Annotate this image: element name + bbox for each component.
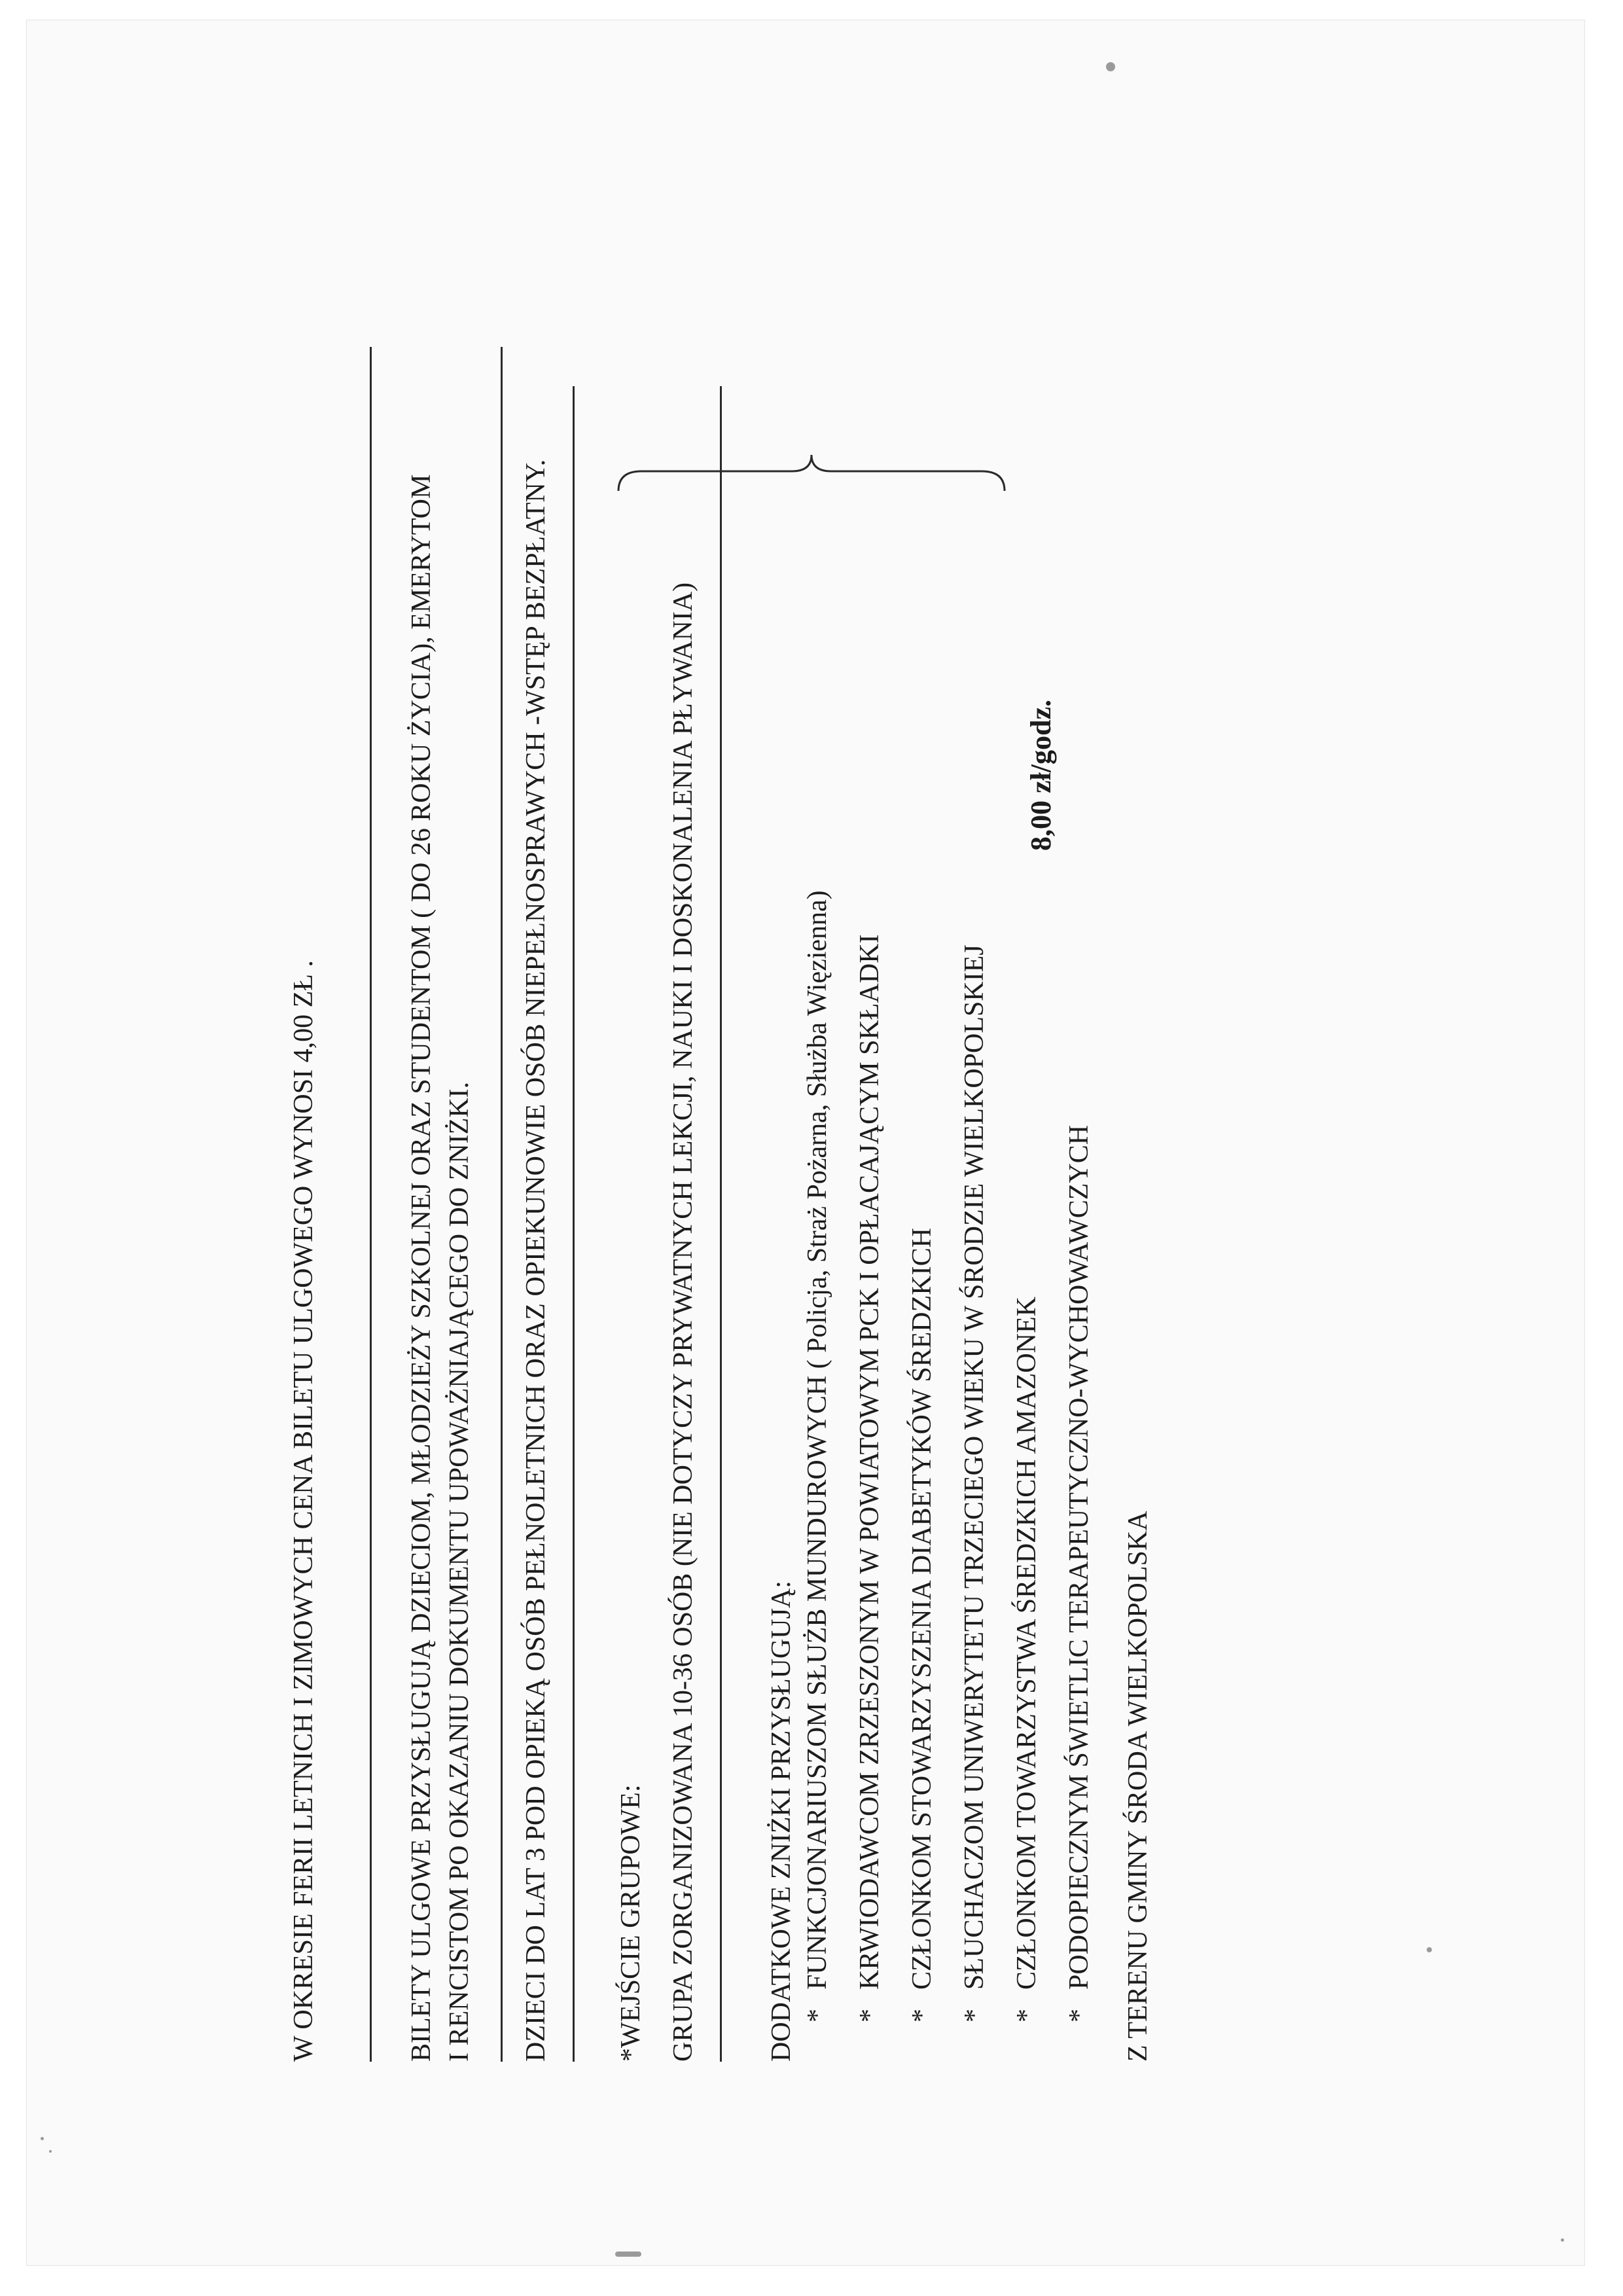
divider-2 — [501, 347, 503, 2062]
divider-1 — [370, 347, 372, 2062]
free-entry-notice: DZIECI DO LAT 3 POD OPIEKĄ OSÓB PEŁNOLETNICH ORAZ OPIEKUNOWIE OSÓB NIEPEŁNOSPRAWYCH -WSTĘP BEZPŁATNY. — [521, 459, 551, 2062]
divider-3 — [573, 386, 575, 2062]
discount-eligibility-line-1: BILETY ULGOWE PRZYSŁUGUJĄ DZIECIOM, MŁODZIEŻY SZKOLNEJ ORAZ STUDENTOM ( DO 26 ROKU ŻYCIA), EMERYTOM — [406, 474, 437, 2062]
bullet-star: * — [959, 2009, 990, 2022]
group-entry-heading: *WEJŚCIE GRUPOWE: — [616, 1784, 646, 2062]
extra-discount-item — [854, 934, 885, 2022]
extra-discount-price: 8,00 zł/godz. — [1025, 700, 1057, 851]
extra-discount-item — [906, 1228, 938, 2022]
rotated-document-content — [249, 131, 1178, 2062]
extra-discount-text: FUNKCJONARIUSZOM SŁUŻB MUNDUROWYCH ( Policja, Straż Pożarna, Służba Więzienna) — [802, 890, 832, 1990]
extra-discount-text: CZŁONKOM TOWARZYSTWA ŚREDZKICH AMAZONEK — [1012, 1297, 1042, 1990]
extra-discounts-footer: Z TERENU GMINY ŚRODA WIELKOPOLSKA — [1123, 1511, 1153, 2062]
extra-discount-item — [1063, 1125, 1095, 2022]
scan-speck — [1427, 1947, 1432, 1952]
extra-discount-item — [1011, 1297, 1043, 2022]
bullet-star: * — [1012, 2009, 1042, 2022]
bullet-star: * — [1064, 2009, 1094, 2022]
scan-speck — [41, 2137, 44, 2140]
scan-speck — [1561, 2238, 1564, 2242]
curly-brace — [615, 452, 1008, 497]
scan-speck — [615, 2251, 641, 2257]
extra-discount-item — [959, 944, 990, 2022]
discount-eligibility-line-2: I RENCISTOM PO OKAZANIU DOKUMENTU UPOWAŻNIAJĄCEGO DO ZNIŻKI. — [444, 1081, 474, 2062]
extra-discounts-heading: DODATKOWE ZNIŻKI PRZYSŁUGUJĄ: — [766, 1581, 796, 2062]
extra-discount-text: PODOPIECZNYM ŚWIETLIC TERAPEUTYCZNO-WYCHOWAWCZYCH — [1064, 1124, 1094, 1990]
group-entry-text: GRUPA ZORGANIZOWANA 10-36 OSÓB (NIE DOTYCZY PRYWATNYCH LEKCJI, NAUKI I DOSKONALENIA PŁYWANIA) — [668, 582, 698, 2062]
bullet-star: * — [802, 2009, 832, 2022]
scan-speck — [49, 2150, 52, 2153]
extra-discount-text: KRWIODAWCOM ZRZESZONYM W POWIATOWYM PCK I OPŁACAJĄCYM SKŁADKI — [855, 934, 885, 1990]
bullet-star: * — [907, 2009, 937, 2022]
divider-4 — [720, 386, 722, 2062]
extra-discount-item — [802, 890, 833, 2022]
extra-discount-text: CZŁONKOM STOWARZYSZENIA DIABETYKÓW ŚREDZKICH — [907, 1228, 937, 1990]
scan-speck — [1106, 62, 1115, 71]
extra-discount-text: SŁUCHACZOM UNIWERYTETU TRZECIEGO WIEKU W ŚRODZIE WIELKOPOLSKIEJ — [959, 944, 990, 1990]
holiday-price-notice: W OKRESIE FERII LETNICH I ZIMOWYCH CENA BILETU ULGOWEGO WYNOSI 4,00 ZŁ . — [289, 960, 319, 2062]
bullet-star: * — [855, 2009, 885, 2022]
